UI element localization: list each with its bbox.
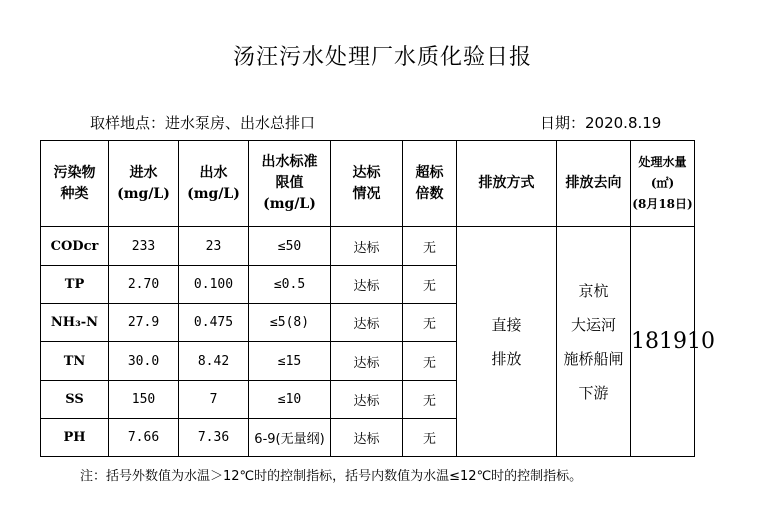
exceed-value: 无 <box>403 227 457 266</box>
limit-value: ≤50 <box>249 227 331 266</box>
limit-value: ≤5(8) <box>249 304 331 342</box>
inflow-value: 30.0 <box>109 342 179 381</box>
header-limit: 出水标准 限值 (mg/L) <box>249 141 331 227</box>
inflow-value: 233 <box>109 227 179 266</box>
report-date: 日期：2020.8.19 <box>540 114 662 132</box>
exceed-value: 无 <box>403 304 457 342</box>
outflow-value: 7.36 <box>179 419 249 457</box>
footnote: 注：括号外数值为水温＞12℃时的控制指标，括号内数值为水温≤12℃时的控制指标。 <box>80 469 583 484</box>
outflow-value: 23 <box>179 227 249 266</box>
header-inflow: 进水 (mg/L) <box>109 141 179 227</box>
limit-value: 6-9(无量纲) <box>249 419 331 457</box>
pollutant-name: TP <box>41 266 109 304</box>
status-value: 达标 <box>331 381 403 419</box>
header-volume: 处理水量 (㎡) (8月18日) <box>631 141 695 227</box>
status-value: 达标 <box>331 227 403 266</box>
exceed-value: 无 <box>403 381 457 419</box>
pollutant-name: CODcr <box>41 227 109 266</box>
exceed-value: 无 <box>403 342 457 381</box>
status-value: 达标 <box>331 304 403 342</box>
inflow-value: 7.66 <box>109 419 179 457</box>
status-value: 达标 <box>331 419 403 457</box>
header-pollutant: 污染物 种类 <box>41 141 109 227</box>
treated-volume: 181910 <box>631 227 695 457</box>
inflow-value: 150 <box>109 381 179 419</box>
outflow-value: 7 <box>179 381 249 419</box>
pollutant-name: PH <box>41 419 109 457</box>
header-status: 达标 情况 <box>331 141 403 227</box>
report-title: 汤汪污水处理厂水质化验日报 <box>232 45 532 70</box>
header-exceed: 超标 倍数 <box>403 141 457 227</box>
outflow-value: 0.475 <box>179 304 249 342</box>
limit-value: ≤15 <box>249 342 331 381</box>
pollutant-name: NH₃-N <box>41 304 109 342</box>
status-value: 达标 <box>331 266 403 304</box>
status-value: 达标 <box>331 342 403 381</box>
outflow-value: 8.42 <box>179 342 249 381</box>
table-row <box>41 227 695 266</box>
exceed-value: 无 <box>403 419 457 457</box>
header-method: 排放方式 <box>457 141 557 227</box>
limit-value: ≤0.5 <box>249 266 331 304</box>
header-destination: 排放去向 <box>557 141 631 227</box>
discharge-destination: 京杭 大运河 施桥船闸 下游 <box>557 227 631 457</box>
water-quality-table <box>40 140 715 457</box>
exceed-value: 无 <box>403 266 457 304</box>
outflow-value: 0.100 <box>179 266 249 304</box>
inflow-value: 27.9 <box>109 304 179 342</box>
pollutant-name: TN <box>41 342 109 381</box>
limit-value: ≤10 <box>249 381 331 419</box>
sampling-location: 取样地点：进水泵房、出水总排口 <box>90 114 316 132</box>
pollutant-name: SS <box>41 381 109 419</box>
discharge-method: 直接 排放 <box>457 227 557 457</box>
header-row <box>41 141 695 227</box>
inflow-value: 2.70 <box>109 266 179 304</box>
header-outflow: 出水 (mg/L) <box>179 141 249 227</box>
